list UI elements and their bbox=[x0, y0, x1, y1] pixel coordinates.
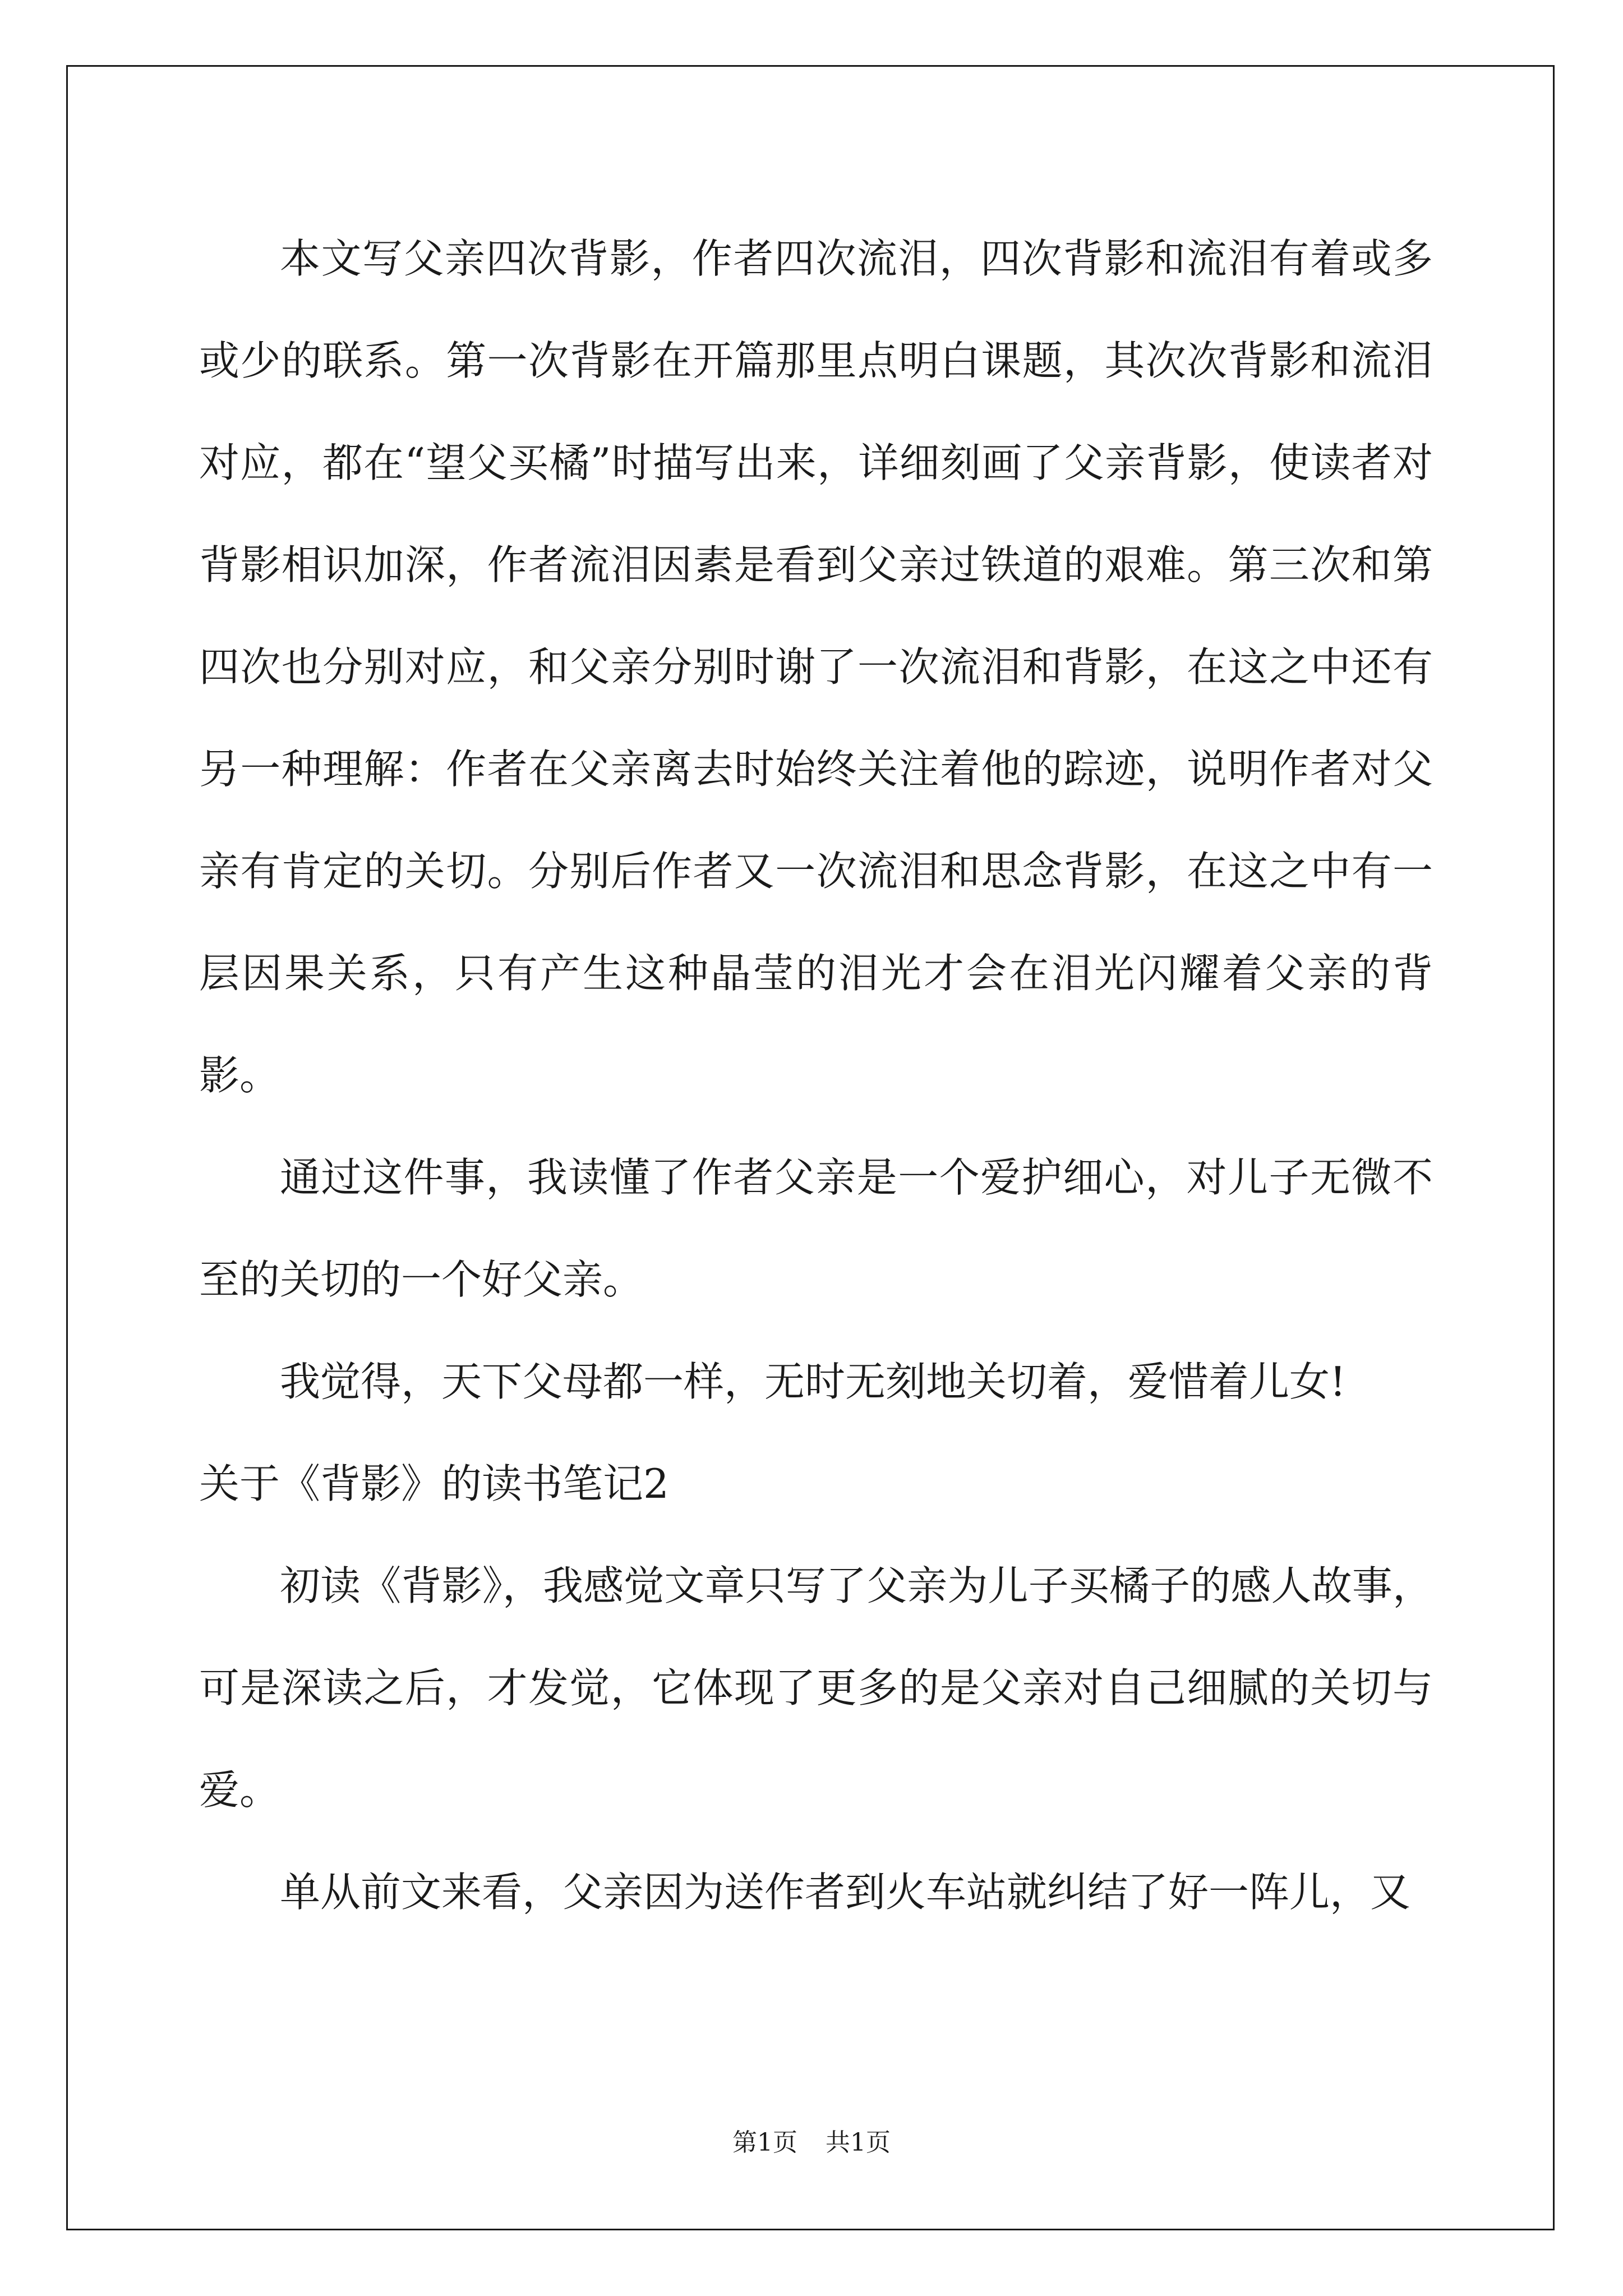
paragraph: 通过这件事，我读懂了作者父亲是一个爱护细心，对儿子无微不至的关切的一个好父亲。 bbox=[199, 1154, 1433, 1303]
document-body bbox=[199, 208, 1433, 1943]
page-total: 共1页 bbox=[826, 2128, 891, 2157]
paragraph: 单从前文来看，父亲因为送作者到火车站就纠结了好一阵儿，又 bbox=[280, 1869, 1411, 1916]
paragraph: 我觉得，天下父母都一样，无时无刻地关切着，爱惜着儿女! bbox=[280, 1358, 1346, 1405]
page-number: 第1页 bbox=[732, 2128, 797, 2157]
paragraph: 初读《背影》，我感觉文章只写了父亲为儿子买橘子的感人故事，可是深读之后，才发觉，它体现了更多的是父亲对自己细腻的关切与爱。 bbox=[199, 1562, 1433, 1814]
section-heading: 关于《背影》的读书笔记2 bbox=[199, 1460, 669, 1507]
page-footer bbox=[0, 2126, 1623, 2160]
paragraph: 本文写父亲四次背影，作者四次流泪，四次背影和流泪有着或多或少的联系。第一次背影在开篇那里点明白课题，其次次背影和流泪对应，都在“望父买橘”时描写出来，详细刻画了父亲背影，使读者对背影相识加深，作者流泪因素是看到父亲过铁道的艰难。第三次和第四次也分别对应，和父亲分别时谢了一次流泪和背影，在这之中还有另一种理解：作者在父亲离去时始终关注着他的踪迹，说明作者对父亲有肯定的关切。分别后作者又一次流泪和思念背影，在这之中有一层因果关系，只有产生这种晶莹的泪光才会在泪光闪耀着父亲的背影。 bbox=[199, 235, 1433, 1099]
